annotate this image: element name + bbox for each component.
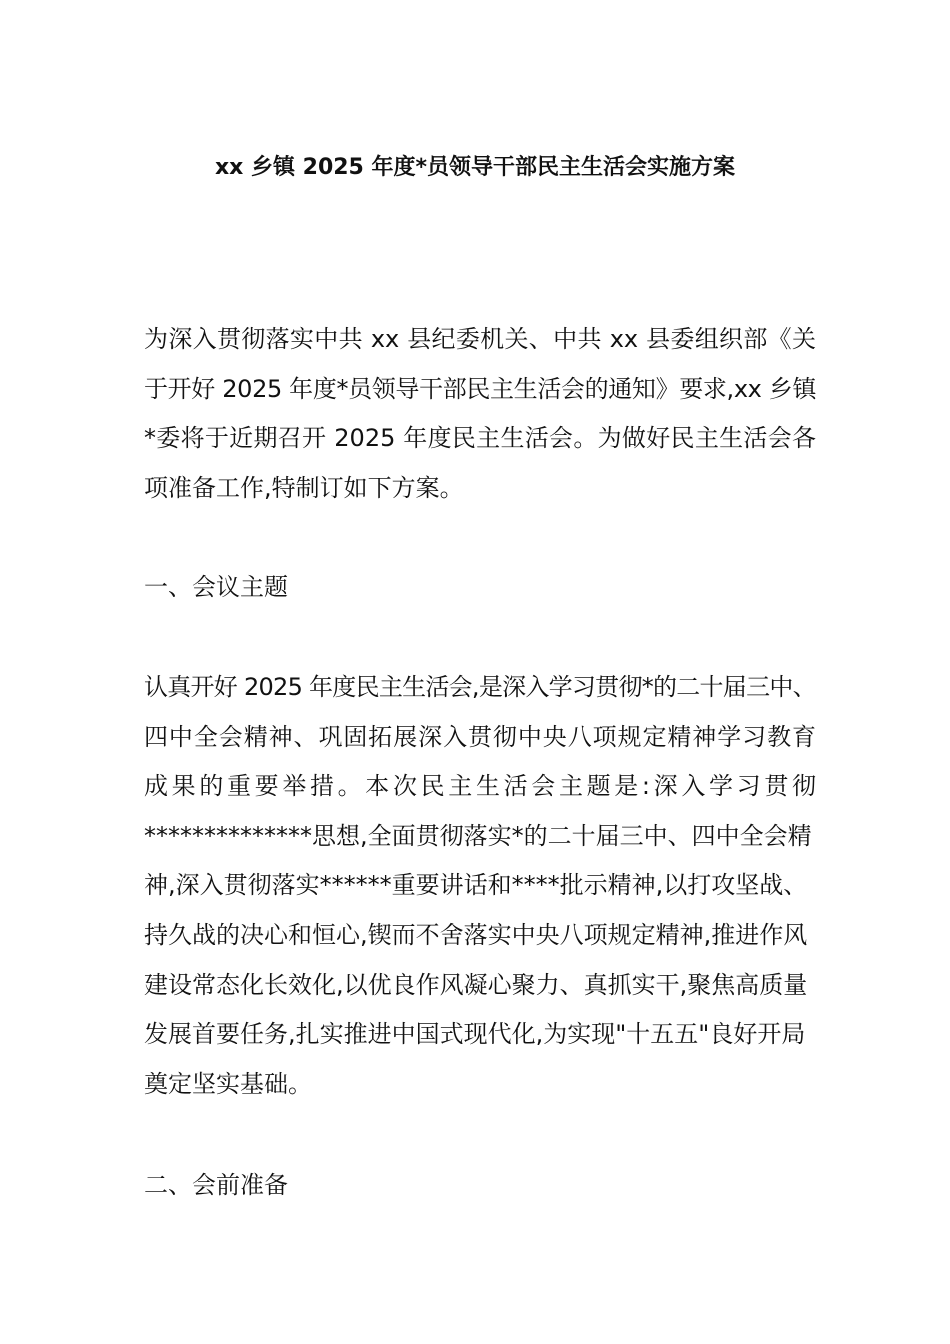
section1-paragraph: [144, 663, 816, 1109]
section1-line: 建设常态化长效化,以优良作风凝心聚力、真抓实干,聚焦高质量: [144, 970, 808, 999]
section1-line: 四中全会精神、巩固拓展深入贯彻中央八项规定精神学习教育: [144, 722, 816, 751]
section1-line: 发展首要任务,扎实推进中国式现代化,为实现"十五五"良好开局: [144, 1020, 806, 1049]
section1-line: 认真开好 2025 年度民主生活会,是深入学习贯彻*的二十届三中、: [144, 673, 816, 701]
section1-line: 神,深入贯彻落实******重要讲话和****批示精神,以打攻坚战、: [144, 871, 808, 900]
section-heading-2: 二、会前准备: [144, 1171, 288, 1199]
intro-paragraph: [144, 315, 816, 513]
document-title: xx 乡镇 2025 年度*员领导干部民主生活会实施方案: [214, 155, 736, 180]
section1-line: 成果的重要举措。本次民主生活会主题是:深入学习贯彻: [144, 772, 816, 801]
section1-line: 持久战的决心和恒心,锲而不舍落实中央八项规定精神,推进作风: [144, 920, 808, 949]
intro-line: 项准备工作,特制订如下方案。: [144, 473, 464, 502]
section1-line: **************思想,全面贯彻落实*的二十届三中、四中全会精: [144, 821, 812, 850]
intro-line: *委将于近期召开 2025 年度民主生活会。为做好民主生活会各: [144, 424, 816, 453]
intro-line: 于开好 2025 年度*员领导干部民主生活会的通知》要求,xx 乡镇: [144, 374, 817, 403]
section1-line: 奠定坚实基础。: [144, 1069, 312, 1098]
section-heading-1: 一、会议主题: [144, 573, 288, 601]
intro-line: 为深入贯彻落实中共 xx 县纪委机关、中共 xx 县委组织部《关: [144, 325, 816, 353]
